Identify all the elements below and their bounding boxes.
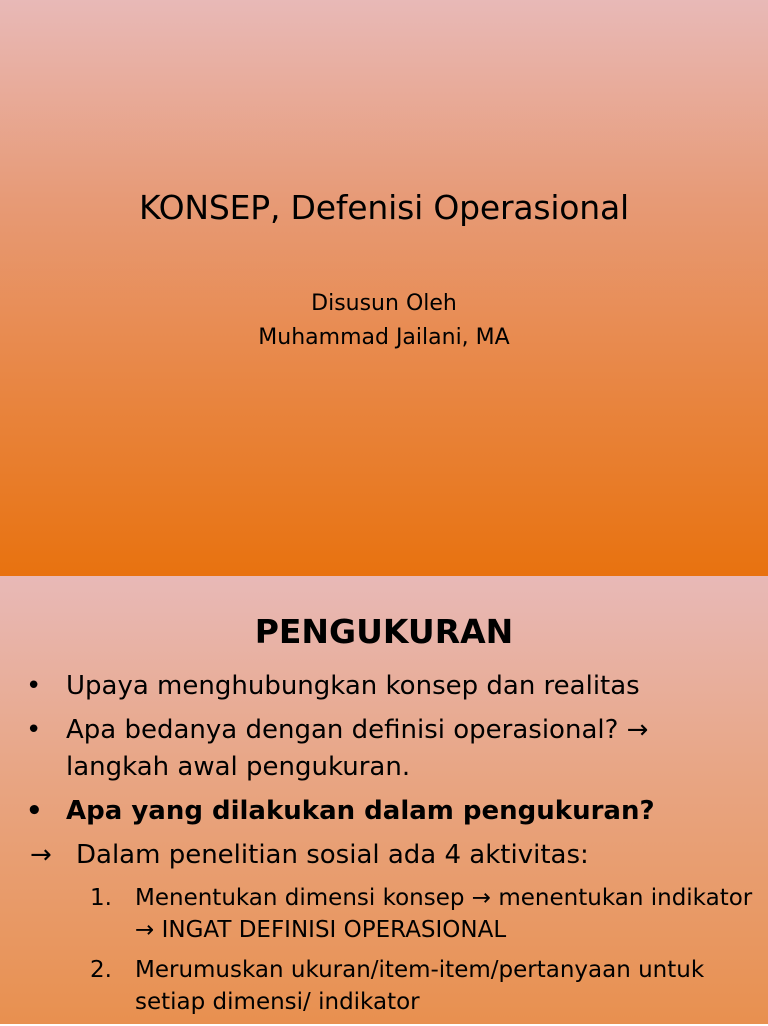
item-number: 1. (90, 885, 112, 911)
arrow-right-icon: → (30, 840, 52, 870)
bullet-text: Apa bedanya dengan definisi operasional? → langkah awal pengukuran. (66, 715, 649, 782)
subtitle-line-author: Muhammad Jailani, MA (258, 325, 510, 350)
subtitle-line-prepared-by: Disusun Oleh (311, 291, 457, 316)
slide-subtitle (0, 287, 768, 355)
bullet-icon: • (26, 671, 42, 701)
content-slide (0, 576, 768, 1024)
bullet-item (0, 712, 768, 786)
numbered-item (0, 882, 768, 946)
bullet-text: Apa yang dilakukan dalam pengukuran? (66, 796, 655, 826)
bullet-item (0, 668, 768, 705)
bullet-item (0, 793, 768, 830)
bullet-icon: • (26, 715, 42, 745)
numbered-item (0, 954, 768, 1018)
bullet-text: Upaya menghubungkan konsep dan realitas (66, 671, 640, 701)
arrow-item (0, 837, 768, 874)
bullet-list (0, 668, 768, 1026)
slide-heading: PENGUKURAN (254, 612, 514, 651)
bullet-icon: • (26, 796, 43, 826)
item-text: Menentukan dimensi konsep → menentukan indikator → INGAT DEFINISI OPERASIONAL (135, 885, 753, 943)
slide-title: KONSEP, Defenisi Operasional (138, 188, 629, 227)
item-text: Merumuskan ukuran/item-item/pertanyaan untuk setiap dimensi/ indikator (135, 957, 705, 1015)
arrow-text: Dalam penelitian sosial ada 4 aktivitas: (76, 840, 589, 870)
item-number: 2. (90, 957, 112, 983)
